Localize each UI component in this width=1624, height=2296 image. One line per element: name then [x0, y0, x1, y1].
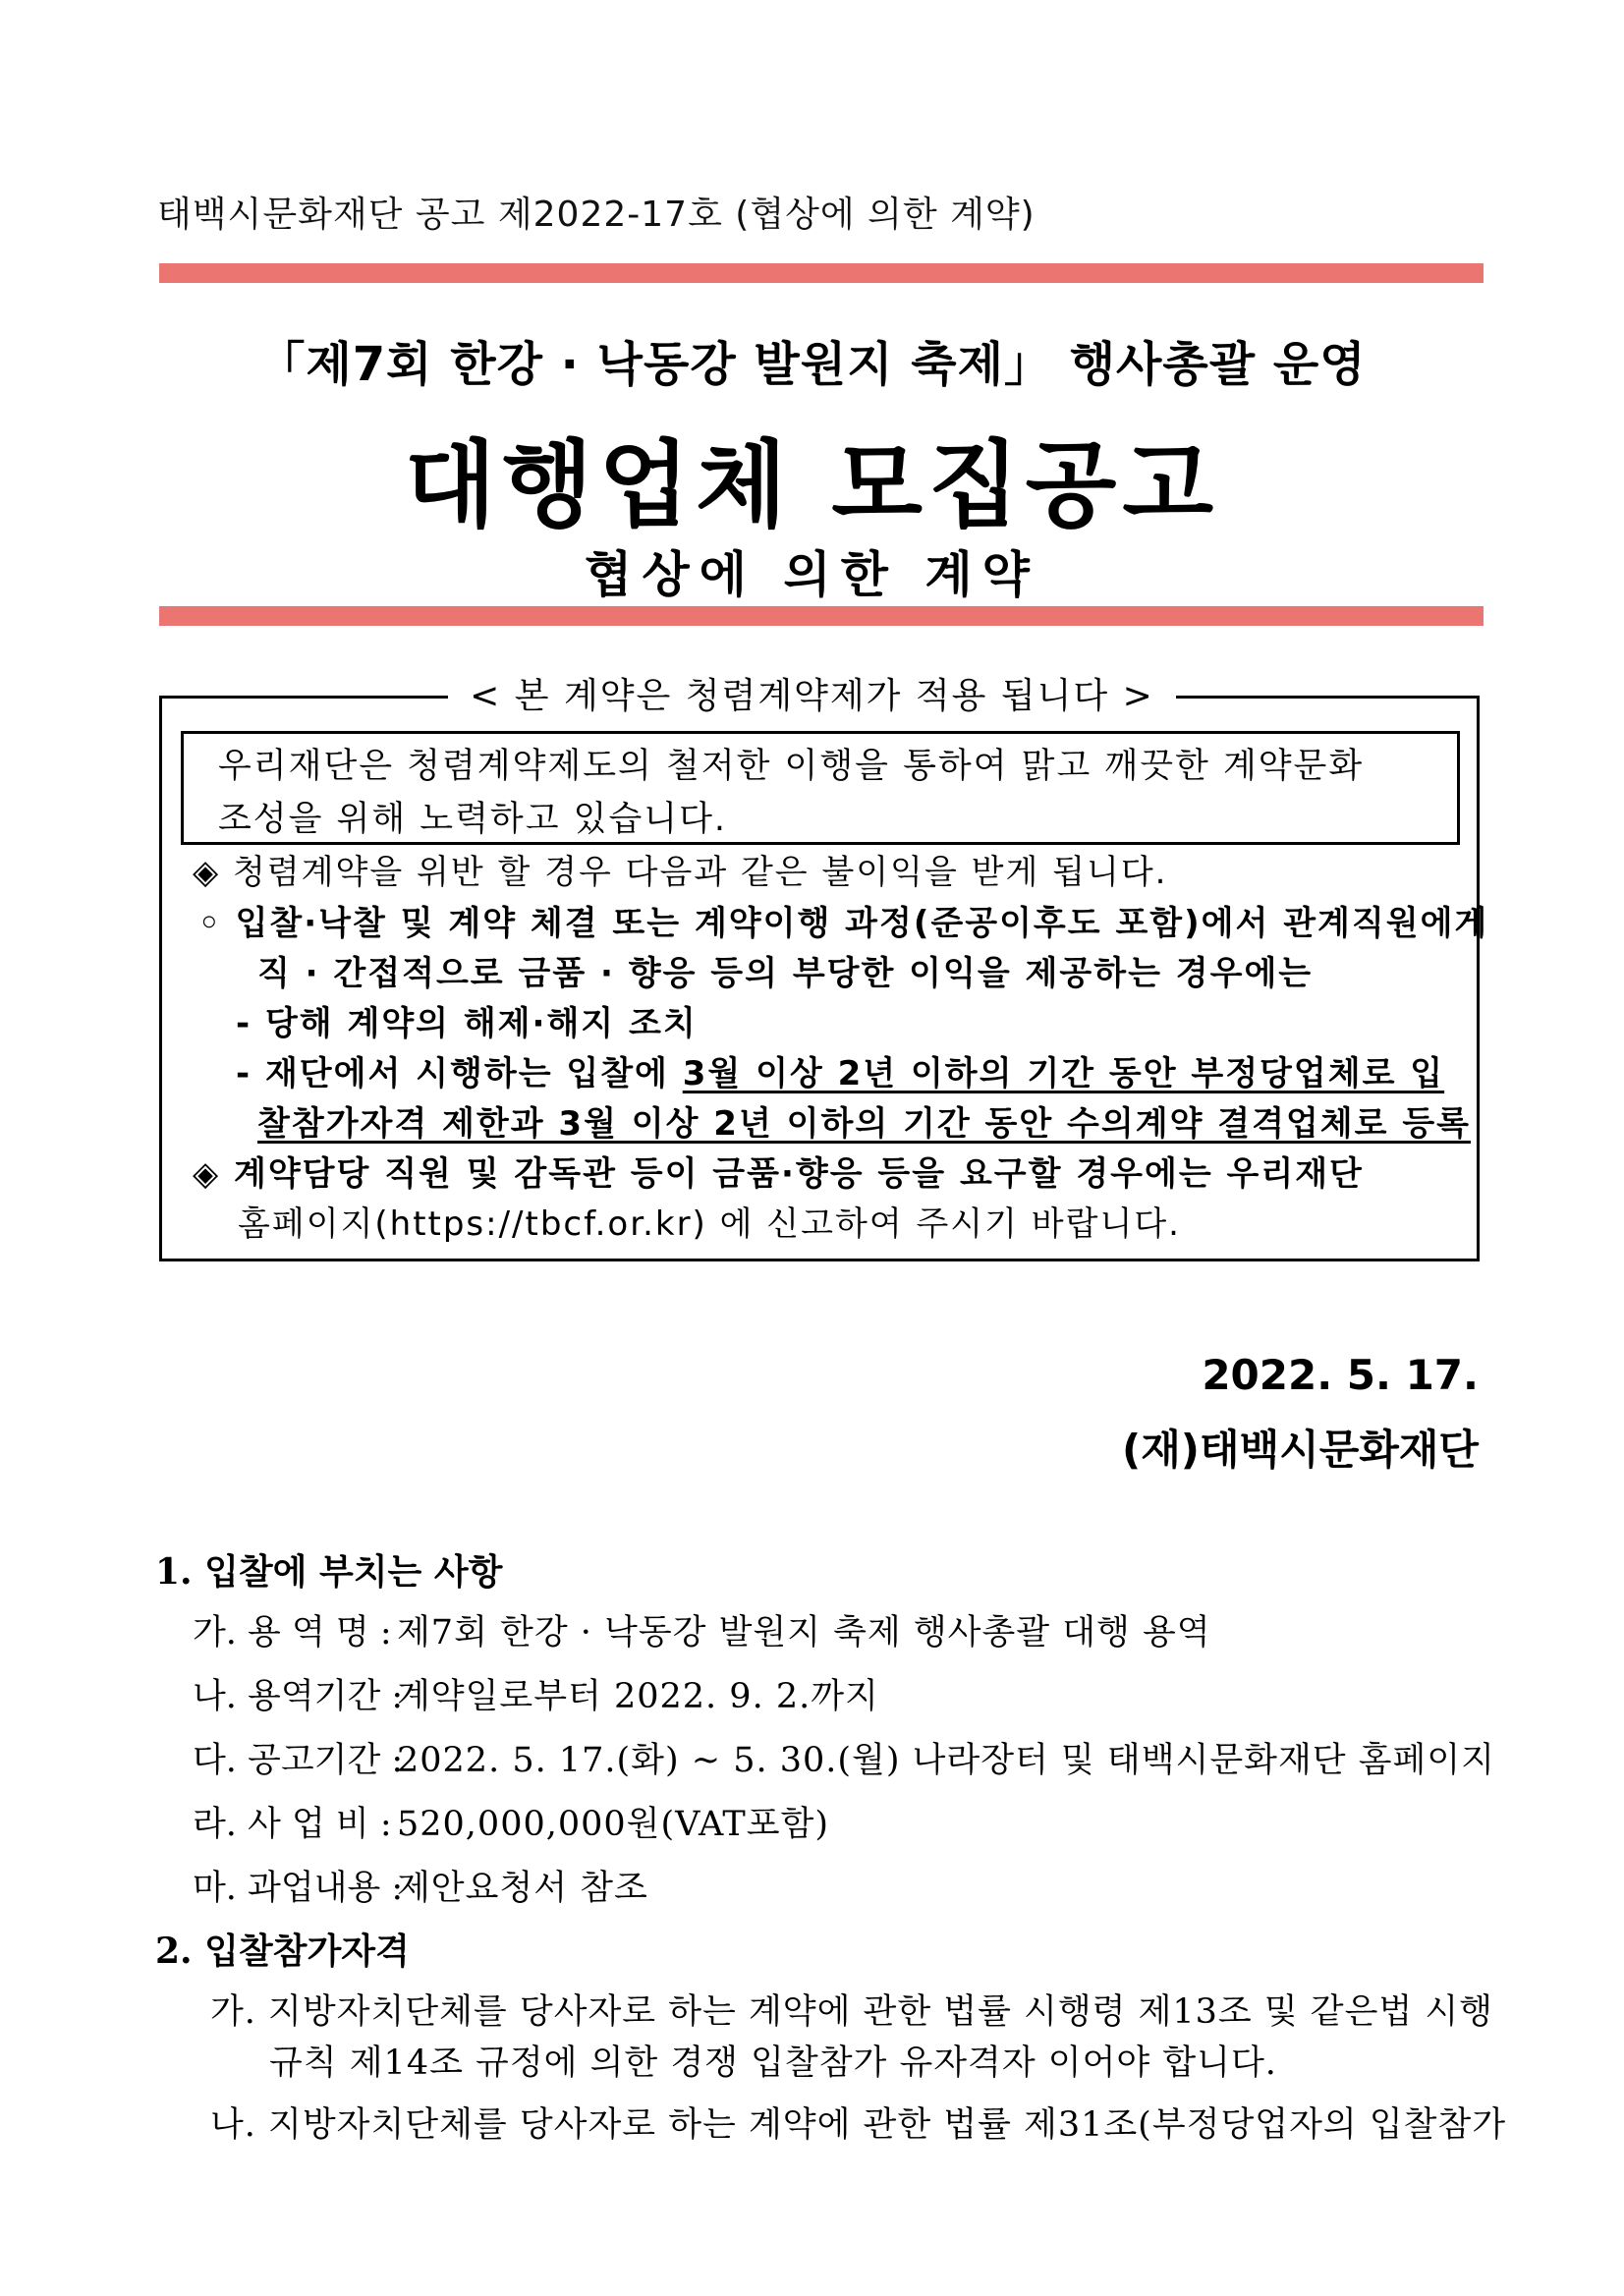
issuing-organization: (재)태백시문화재단	[1122, 1426, 1479, 1474]
page-title: 대행업체 모집공고	[404, 430, 1220, 540]
item-notice-period-label: 다. 공고기간 :	[193, 1741, 404, 1780]
penalty-restriction-prefix: - 재단에서 시행하는 입찰에	[236, 1054, 683, 1093]
integrity-statement-line-1: 우리재단은 청렴계약제도의 철저한 이행을 통하여 맑고 깨끗한 계약문화	[218, 747, 1365, 786]
item-task-content-label: 마. 과업내용 :	[193, 1869, 404, 1908]
item-service-name-value: 제7회 한강 · 낙동강 발원지 축제 행사총괄 대행 용역	[397, 1613, 1211, 1652]
notice-date: 2022. 5. 17.	[1202, 1351, 1479, 1399]
item-service-period-value: 계약일로부터 2022. 9. 2.까지	[397, 1677, 879, 1716]
section-1-title: 1. 입찰에 부치는 사항	[155, 1551, 503, 1593]
item-service-name	[193, 1605, 1211, 1654]
penalty-item-termination: - 당해 계약의 해제·해지 조치	[236, 1004, 698, 1043]
penalty-restriction-underlined: 3월 이상 2년 이하의 기간 동안 부정당업체로 입	[682, 1054, 1445, 1093]
item-budget-label: 라. 사 업 비 :	[193, 1805, 392, 1844]
penalty-condition-line-1: ◦ 입찰·낙찰 및 계약 체결 또는 계약이행 과정(준공이후도 포함)에서 관계직원에게	[198, 904, 1489, 943]
penalty-condition-line-2: 직 · 간접적으로 금품 · 향응 등의 부당한 이익을 제공하는 경우에는	[257, 954, 1314, 993]
item-task-content	[193, 1861, 648, 1910]
integrity-box-title	[0, 668, 1624, 718]
event-subtitle: 「제7회 한강 · 낙동강 발원지 축제」 행사총괄 운영	[257, 337, 1367, 392]
integrity-box-title-text: < 본 계약은 청렴계약제가 적용 됩니다 >	[448, 676, 1176, 716]
report-notice-line-1: ◈ 계약담당 직원 및 감독관 등이 금품·향응 등을 요구할 경우에는 우리재단	[193, 1154, 1364, 1194]
qualification-a-line-1: 가. 지방자치단체를 당사자로 하는 계약에 관한 법률 시행령 제13조 및 같은법 시행	[210, 1992, 1493, 2032]
penalty-item-restriction-line-1	[236, 1046, 1444, 1094]
item-notice-period	[193, 1733, 1495, 1782]
item-budget-value: 520,000,000원(VAT포함)	[397, 1805, 830, 1844]
item-notice-period-value: 2022. 5. 17.(화) ~ 5. 30.(월) 나라장터 및 태백시문화재단 홈페이지	[397, 1741, 1495, 1780]
header-top-bar	[159, 263, 1484, 283]
item-service-period-label: 나. 용역기간 :	[193, 1677, 404, 1716]
contract-type-heading: 협상에 의한 계약	[585, 546, 1039, 603]
report-notice-line-2: 홈페이지(https://tbcf.or.kr) 에 신고하여 주시기 바랍니다.	[238, 1204, 1181, 1244]
section-2-title: 2. 입찰참가자격	[155, 1931, 410, 1972]
header-bottom-bar	[159, 606, 1484, 626]
penalty-intro-line: ◈ 청렴계약을 위반 할 경우 다음과 같은 불이익을 받게 됩니다.	[193, 853, 1168, 892]
item-service-name-label: 가. 용 역 명 :	[193, 1613, 392, 1652]
qualification-a-line-2: 규칙 제14조 규정에 의한 경쟁 입찰참가 유자격자 이어야 합니다.	[269, 2044, 1277, 2083]
integrity-statement-line-2: 조성을 위해 노력하고 있습니다.	[218, 800, 728, 839]
item-budget	[193, 1797, 829, 1846]
notice-number: 태백시문화재단 공고 제2022-17호 (협상에 의한 계약)	[157, 195, 1036, 235]
qualification-b-line-1: 나. 지방자치단체를 당사자로 하는 계약에 관한 법률 제31조(부정당업자의 입찰참가	[210, 2105, 1507, 2145]
item-service-period	[193, 1669, 879, 1718]
item-task-content-value: 제안요청서 참조	[397, 1869, 648, 1908]
penalty-item-restriction-line-2: 찰참가자격 제한과 3월 이상 2년 이하의 기간 동안 수의계약 결격업체로 등록	[257, 1104, 1472, 1144]
